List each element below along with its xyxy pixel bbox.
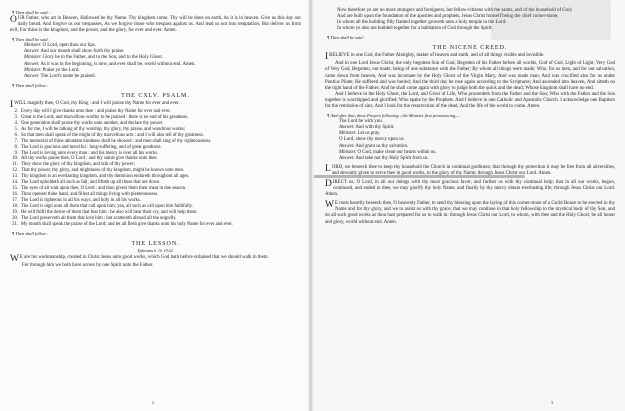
versicle: Answer. And grant us thy salvation. bbox=[339, 143, 409, 149]
verse-text: Every day will I give thanks unto thee : and praise thy Name for ever and ever. bbox=[21, 108, 171, 114]
verse-number: 10. bbox=[12, 156, 18, 162]
rubric: ¶ Then shall follow : bbox=[12, 230, 49, 236]
versicle: O Lord, show thy mercy upon us. bbox=[339, 137, 405, 143]
verse-number: 15. bbox=[12, 186, 18, 192]
scan-smudge bbox=[311, 175, 525, 178]
versicle: Minister. O God, make clean our hearts within us. bbox=[339, 149, 437, 155]
versicle: Answer. As it was in the beginning, is now, and ever shall be, world without end. Amen. bbox=[24, 61, 196, 67]
lesson-text-2: For through him we both have access by one Spirit unto the Father. bbox=[22, 262, 154, 268]
creed-paragraph: IBELIEVE in one God, the Father Almighty, maker of heaven and earth, and of all things visible and invisible. bbox=[325, 52, 545, 63]
verse-number: 20. bbox=[12, 216, 18, 221]
verse-text: Thou openest thine hand, and fillest all things living with plenteousness. bbox=[21, 192, 159, 198]
creed-paragraph: And I believe in the Holy Ghost, the Lord, and Giver of Life, Who proceedeth from the Father and the Son; Who with the Father and the Son together is worshipped and glorified; Who spake by the Prophets. And I believe in one Catholic and Apostolic Church. I acknowledge one Baptism for the remission of sins; And I look for the resurrection of the dead, And the life of the world to come. Amen. bbox=[325, 91, 615, 110]
verse-number: 2. bbox=[14, 108, 18, 114]
verse-number: 5. bbox=[14, 126, 18, 132]
drop-cap: O bbox=[10, 15, 17, 25]
verse-number: 4. bbox=[14, 120, 18, 126]
verse-text: The Lord is nigh unto all them that call upon him; yea, all such as call upon him faithfully. bbox=[21, 204, 193, 210]
verse-text: That thy power, thy glory, and mightiness of thy kingdom, might be known unto men. bbox=[21, 168, 185, 174]
verse-number: 6. bbox=[14, 132, 18, 138]
verse-number: 9. bbox=[14, 150, 18, 156]
left-page bbox=[0, 0, 311, 411]
psalm-title: THE CXLV. PSALM. bbox=[121, 92, 190, 99]
rubric: ¶ Then shall be said : bbox=[12, 37, 51, 43]
verse-number: 14. bbox=[12, 180, 18, 186]
creed-title: THE NICENE CREED. bbox=[432, 45, 508, 52]
versicle: Minister. Let us pray. bbox=[339, 131, 381, 137]
drop-cap: L bbox=[325, 163, 331, 174]
lesson-text: W E are his workmanship, created in Christ Jesus unto good works, which God hath before ordained that we should walk in them. bbox=[10, 253, 269, 264]
page-number: 3 bbox=[551, 400, 553, 405]
verse-text: So that men shall speak of the might of thy marvellous acts : and I will also tell of thy greatness. bbox=[21, 132, 204, 138]
collect: DIRECT us, O Lord, in all our doings with thy most gracious favor, and further us with thy continual help; that in all our works, begun, continued, and ended in thee, we may glorify thy holy Name, and finally by thy mercy obtain everlasting life; through Jesus Christ our Lord. Amen. bbox=[325, 178, 615, 198]
verse-text: My mouth shall speak the praise of the Lord; and let all flesh give thanks unto his holy Name for ever and ever. bbox=[21, 221, 233, 227]
page-fold bbox=[308, 0, 314, 411]
verse-number: 8. bbox=[14, 144, 18, 150]
verse-text: One generation shall praise thy works unto another, and declare thy power. bbox=[21, 120, 164, 126]
psalm-verse bbox=[10, 222, 301, 228]
verse-text: Thy kingdom is an everlasting kingdom, and thy dominion endureth throughout all ages. bbox=[21, 174, 190, 180]
verse-number: 21. bbox=[12, 221, 18, 227]
right-page bbox=[311, 0, 625, 411]
versicle: Minister. O Lord, open thou our lips. bbox=[24, 43, 96, 49]
rubric: ¶ Then shall follow : bbox=[12, 82, 49, 88]
rubric: ¶ And after that, these Prayers following ; the Minister first pronouncing,— bbox=[327, 113, 461, 119]
verse-text: As for me, I will be talking of thy worship, thy glory, thy praise, and wondrous works; bbox=[21, 126, 186, 132]
versicle: The Lord be with you. bbox=[339, 119, 383, 125]
versicle: Answer. And take not thy Holy Spirit from us. bbox=[339, 155, 429, 161]
lesson-continued: In whom ye also are builded together for a habitation of God through the Spirit. bbox=[337, 26, 493, 32]
psalm-first-verse: IWILL magnify thee, O God, my King : and I will praise thy Name for ever and ever. bbox=[10, 99, 180, 110]
versicles bbox=[325, 119, 615, 162]
drop-cap: I bbox=[10, 99, 14, 110]
verse-number: 17. bbox=[12, 198, 18, 204]
collect: W E most heartily beseech thee, O heavenly Father, to send thy blessing upon the laying of this corner-stone of a Guild House to be erected in thy Name and for thy glory, and we to assist us with thy grace, that we may continue in that holy fellowship to the mystical body of thy Son, and do all such good works as thou hast prepared for us to walk in; through Jesus Christ our Lord, to whom, with thee and the Holy Ghost, be all honor and glory, world without end. Amen. bbox=[325, 200, 615, 225]
drop-cap: D bbox=[325, 178, 332, 189]
verse-text: All thy works praise thee, O Lord : and thy saints give thanks unto thee. bbox=[21, 156, 158, 162]
versicle: Answer. And with thy Spirit. bbox=[339, 125, 395, 131]
verse-text: He will fulfil the desire of them that fear him : he also will hear their cry, and will help them. bbox=[21, 210, 198, 216]
lesson-reference: Ephesians ii. 10, 19-22. bbox=[137, 248, 174, 253]
lords-prayer bbox=[10, 16, 301, 34]
versicle: Answer. And our mouth shall show forth thy praise. bbox=[24, 49, 125, 55]
drop-cap: W bbox=[10, 253, 19, 264]
verse-number: 16. bbox=[12, 192, 18, 198]
verse-number: 13. bbox=[12, 174, 18, 180]
verse-number: 19. bbox=[12, 210, 18, 216]
verse-number: 7. bbox=[14, 138, 18, 144]
drop-cap: W bbox=[325, 200, 334, 211]
verse-text: They show the glory of thy kingdom, and talk of thy power; bbox=[21, 162, 135, 168]
lesson-continued: Now therefore ye are no more strangers and foreigners, but fellow-citizens with the saints, and of the household of God; bbox=[337, 8, 573, 13]
versicle: Minister. Glory be to the Father, and to the Son, and to the Holy Ghost. bbox=[24, 55, 163, 61]
verse-text: The memorial of thine abundant kindness shall be showed : and men shall sing of thy righteousness. bbox=[21, 138, 212, 144]
psalm-verses bbox=[10, 109, 301, 228]
lesson-continued: And are built upon the foundation of the apostles and prophets, Jesus Christ himself being the chief corner-stone; bbox=[337, 14, 559, 20]
verse-text: The Lord is righteous in all his ways, and holy in all his works. bbox=[21, 198, 141, 204]
page-number: 2 bbox=[152, 400, 154, 405]
verse-text: Great is the Lord, and marvellous worthy to be praised : there is no end of his greatness. bbox=[21, 114, 189, 120]
verse-text: The Lord is gracious and merciful : long-suffering, and of great goodness. bbox=[21, 144, 162, 150]
verse-text: The Lord preserveth all them that love him : but scattereth abroad all the ungodly. bbox=[21, 216, 177, 221]
verse-number: 12. bbox=[12, 168, 18, 174]
versicle: Answer. The Lord's name be praised. bbox=[24, 73, 96, 79]
rubric: ¶ Then shall be said : bbox=[12, 10, 51, 15]
verse-text: The eyes of all wait upon thee, O Lord : and thou givest them their meat in due season. bbox=[21, 186, 187, 192]
verse-text: The Lord upholdeth all such as fall, and lifteth up all those that are down. bbox=[21, 180, 161, 186]
rubric: ¶ Then shall be said : bbox=[327, 35, 366, 41]
lesson-continued: In whom all the building fitly framed together groweth unto a holy temple in the Lord: bbox=[337, 20, 507, 26]
verse-text: The Lord is loving unto every man : and his mercy is over all his works. bbox=[21, 150, 159, 156]
collect: LORD, we beseech thee to keep thy household the Church in continual godliness; that through thy protection it may be free from all adversities, and devoutly given to serve thee in good works, to the glory of thy Name; through Jesus Christ our Lord. Amen. bbox=[325, 163, 615, 176]
verse-number: 11. bbox=[12, 162, 18, 168]
versicles bbox=[10, 43, 301, 80]
creed-paragraph: And in one Lord Jesus Christ, the only begotten Son of God, Begotten of his Father before all worlds, God of God, Light of Light, Very God of Very God, Begotten, not made, being of one substance with the Father; By whom all things were made; Who, for us men, and for our salvation, came down from heaven, And was incarnate by the Holy Ghost of the Virgin Mary, And was made man; And was crucified also for us under Pontius Pilate; He suffered and was buried; And the third day he rose again according to the Scriptures; And ascended into heaven, And sitteth on the right hand of the Father; And he shall come again with glory to judge both the quick and the dead; Whose kingdom shall have no end. bbox=[325, 61, 615, 91]
scan-shadow bbox=[491, 0, 611, 40]
versicle: Minister. Praise ye the Lord. bbox=[24, 67, 80, 73]
verse-number: 3. bbox=[14, 114, 18, 120]
lords-prayer-text: UR Father, who art in Heaven, Hallowed be thy Name. Thy kingdom come. Thy will be done on earth, As it is in heaven. Give us this day our daily bread. And forgive us our trespasses, As we forgive those who trespass against us. And lead us not into temptation; But deliver us from evil; For thine is the kingdom, and the power, and the glory, for ever and ever. Amen. bbox=[10, 16, 301, 34]
verse-number: 18. bbox=[12, 204, 18, 210]
drop-cap: I bbox=[325, 52, 329, 63]
lesson-title: THE LESSON. bbox=[131, 240, 180, 247]
